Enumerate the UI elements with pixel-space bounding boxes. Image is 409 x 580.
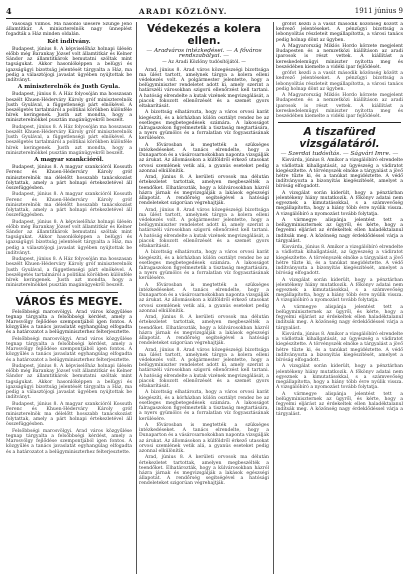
article-text: A bizottság elhatározta, hogy a város orvosi karát kiegészíti, és a kórházban külön osztályt rendez be az esetleges megbetegedések számára. A lakosságot falragaszokon figyelmeztetik a tisztaság megtartására, a nyers gyümölcs és a forralatlan víz fogyasztásának kerülésére.	[139, 110, 269, 142]
column-3	[276, 22, 403, 576]
article-text: Arad, június 8. Arad város közegészségi bizottsága ma ülést tartott, amelynek tárgya a kolera elleni védekezés volt. A polgármester jelentette, hogy a belügyminiszter rendeletet adott ki, amely szerint a határszéli városokban szigorú ellenőrzést kell tartani. A hatóság elrendelte a kutak vizének megvizsgálását, a piacok fokozott ellenőrzését és a szemét gyors eltakarítását.	[139, 207, 269, 250]
separator	[20, 292, 118, 293]
article-text: grófot kezdi a a vasút második közönség között a kedvező jelentéseket. A pénzügyi bizottság a lebonyolítás részleteit megállapította, a városi tanács pedig holnap dönt az ügyben.	[276, 22, 403, 43]
column-2	[139, 22, 269, 576]
article-text: Arad, június 8. A kerületi orvosok ma délután értekezletet tartottak, amelyen megbeszélték a teendőket. Elhatározták, hogy a külvárosokban házról házra járnak és megvizsgálják a lakások egészségi állapotát. A rendőrség segítségével a hatósági rendeleteket szigorúan végrehajtják.	[139, 175, 269, 207]
article-text: A vármegye alispánja jelentést tett a belügyminiszternek az ügyről, és kérte, hogy a fegyelmi eljárást az érdekeltek ellen haladéktalanul indítsák meg. A közönség nagy érdeklődéssel várja a tárgyalást.	[276, 304, 403, 331]
article-subheading: — Szerdai tudósítás. — Ságvári Imre. —	[280, 151, 399, 158]
article-text: A fővárosban is megtették a szükséges intézkedéseket. A tanács elrendelte, hogy a Dunaparton és a vásárcsarnokokban naponta vizsgálják az árukat. Az állomásokon a külföldről érkező utasokat orvosi szemlének vetik alá, a gyanús eseteket pedig azonnal elkülönítik.	[139, 142, 269, 174]
article-byline: — Az Aradi Közlöny tudósítójától. —	[162, 60, 246, 66]
article-text: Budapest, június 8. A magyar szankcióról Kossuth Ferenc és Khuen-Héderváry Károly gróf miniszterelnök ma délelőtt hosszabb tanácskozást folytattak, amely a párt holnapi értekezletével áll összefüggésben.	[6, 165, 132, 192]
page-header	[6, 4, 403, 19]
article-text: Budapest, június 8. A Ház folyosóján ma hosszasan beszélt Khuen-Héderváry Károly gróf miniszterelnök Justh Gyulával, a függetlenségi párt elnökével. A beszélgetés tartalmáról a politikai körökben különféle hírek keringenek. Justh azt mondta, hogy a miniszterelnökkel pusztán magánügyekről beszélt.	[6, 124, 132, 156]
article-text: A Magyarország Miklós Hordo körzete megjelent Budapesten és a nemzetközi kiállításon az aradi iparosok is részt vettek. A kiállítást a kereskedelemügyi miniszter nyitotta meg és beszédében kiemelte a vidéki ipar fejlődését.	[276, 93, 403, 120]
article-text: A vármegye alispánja jelentést tett a belügyminiszternek az ügyről, és kérte, hogy a fegyelmi eljárást az érdekeltek ellen haladéktalanul indítsák meg. A közönség nagy érdeklődéssel várja a tárgyalást.	[276, 391, 403, 418]
separator	[278, 122, 401, 123]
section-heading: Két indítvány.	[47, 38, 91, 45]
article-text: A fővárosban is megtették a szükséges intézkedéseket. A tanács elrendelte, hogy a Dunaparton és a vásárcsarnokokban naponta vizsgálják az árukat. Az állomásokon a külföldről érkező utasokat orvosi szemlének vetik alá, a gyanús eseteket pedig azonnal elkülönítik.	[139, 422, 269, 454]
column-divider	[273, 22, 274, 574]
article-text: A vizsgálat során kiderült, hogy a pénztárban jelentékeny hiány mutatkozik. A főkönyv adatai nem egyeznek a kimutatásokkal, s a számvevőség megállapította, hogy a hiány több évre nyúlik vissza. A vizsgálóbíró a nyomozást tovább folytatja.	[276, 364, 403, 391]
section-heading: A miniszterelnök és Justh Gyula.	[17, 84, 121, 91]
article-text: A bizottság elhatározta, hogy a város orvosi karát kiegészíti, és a kórházban külön osztályt rendez be az esetleges megbetegedések számára. A lakosságot falragaszokon figyelmeztetik a tisztaság megtartására, a nyers gyümölcs és a forralatlan víz fogyasztásának kerülésére.	[139, 390, 269, 422]
article-text: Budapest, június 8. A magyar szankcióról Kossuth Ferenc és Khuen-Héderváry Károly gróf miniszterelnök ma délelőtt hosszabb tanácskozást folytattak, amely a párt holnapi értekezletével áll összefüggésben.	[6, 401, 132, 428]
article-text: Budapest, június 8. A Ház folyosóján ma hosszasan beszélt Khuen-Héderváry Károly gróf miniszterelnök Justh Gyulával, a függetlenségi párt elnökével. A beszélgetés tartalmáról a politikai körökben különféle hírek keringenek. Justh azt mondta, hogy a miniszterelnökkel pusztán magánügyekről beszélt.	[6, 257, 132, 289]
article-text: Kisvárda, június 8. Amikor a vizsgálóbíró elrendelte a vádlottak kihallgatását, az ügyészség a vádiratot kiegészítette. A törvényszék elnöke a tárgyalást a jövő hétre tűzte ki, és a tanúkat megidéztette. A védő indítványozta a bizonyítás kiegészítését, amelyet a bíróság elfogadott.	[276, 158, 403, 190]
article-text: Felsőbbségi marosvölgyi. Arad város közgyűlése tegnap tárgyalta a felsőbbségi kérdést, amely a Marosvölgy fejlődése szempontjából igen fontos. A közgyűlés a tanács javaslatát egyhangúlag elfogadta és a határozatot a belügyminiszterhez felterjesztette.	[6, 336, 132, 363]
section-heading: A magyar szankcióról.	[34, 157, 104, 164]
article-text: Arad, június 8. Arad város közegészségi bizottsága ma ülést tartott, amelynek tárgya a kolera elleni védekezés volt. A polgármester jelentette, hogy a belügyminiszter rendeletet adott ki, amely szerint a határszéli városokban szigorú ellenőrzést kell tartani. A hatóság elrendelte a kutak vizének megvizsgálását, a piacok fokozott ellenőrzését és a szemét gyors eltakarítását.	[139, 67, 269, 110]
issue-date: 1911 június 9	[354, 7, 403, 15]
article-text: Felsőbbségi marosvölgyi. Arad város közgyűlése tegnap tárgyalta a felsőbbségi kérdést, amely a Marosvölgy fejlődése szempontjából igen fontos. A közgyűlés a tanács javaslatát egyhangúlag elfogadta és a határozatot a belügyminiszterhez felterjesztette.	[6, 309, 132, 336]
article-text: A vármegye alispánja jelentést tett a belügyminiszternek az ügyről, és kérte, hogy a fegyelmi eljárást az érdekeltek ellen haladéktalanul indítsák meg. A közönség nagy érdeklődéssel várja a tárgyalást.	[276, 218, 403, 244]
article-text: Budapest, június 8. A Ház folyosóján ma hosszasan beszélt Khuen-Héderváry Károly gróf miniszterelnök Justh Gyulával, a függetlenségi párt elnökével. A beszélgetés tartalmáról a politikai körökben különféle hírek keringenek. Justh azt mondta, hogy a miniszterelnökkel pusztán magánügyekről beszélt.	[6, 92, 132, 124]
article-text: Vásosagi Vilmos. Ma hasonló ülésére Szüngé Jenő államtitkár. A miniszterelnök nagy ünneplést fogadták a Ház minden oldalán.	[6, 22, 132, 38]
article-text: Arad, június 8. A kerületi orvosok ma délután értekezletet tartottak, amelyen megbeszélték a teendőket. Elhatározták, hogy a külvárosokban házról házra járnak és megvizsgálják a lakások egészségi állapotát. A rendőrség segítségével a hatósági rendeleteket szigorúan végrehajtják.	[139, 455, 269, 487]
masthead: ARADI KÖZLÖNY.	[138, 6, 228, 16]
article-text: Felsőbbségi marosvölgyi. Arad város közgyűlése tegnap tárgyalta a felsőbbségi kérdést, amely a Marosvölgy fejlődése szempontjából igen fontos. A közgyűlés a tanács javaslatát egyhangúlag elfogadta és a határozatot a belügyminiszterhez felterjesztette.	[6, 428, 132, 455]
article-subheading: — Aradváros intézkedései. — A főváros rendszabályai. —	[146, 48, 262, 60]
page-number: 4	[6, 6, 12, 16]
article-text: A bizottság elhatározta, hogy a város orvosi karát kiegészíti, és a kórházban külön osztályt rendez be az esetleges megbetegedések számára. A lakosságot falragaszokon figyelmeztetik a tisztaság megtartására, a nyers gyümölcs és a forralatlan víz fogyasztásának kerülésére.	[139, 250, 269, 282]
article-text: Kisvárda, június 8. Amikor a vizsgálóbíró elrendelte a vádlottak kihallgatását, az ügyészség a vádiratot kiegészítette. A törvényszék elnöke a tárgyalást a jövő hétre tűzte ki, és a tanúkat megidéztette. A védő indítványozta a bizonyítás kiegészítését, amelyet a bíróság elfogadott.	[276, 245, 403, 277]
article-text: Kisvárda, június 8. Amikor a vizsgálóbíró elrendelte a vádlottak kihallgatását, az ügyészség a vádiratot kiegészítette. A törvényszék elnöke a tárgyalást a jövő hétre tűzte ki, és a tanúkat megidéztette. A védő indítványozta a bizonyítás kiegészítését, amelyet a bíróság elfogadott.	[276, 332, 403, 364]
column-1	[6, 22, 132, 576]
article-text: Budapest, június 8. A képviselőház holnapi ülésén előbb még Barankay József volt államtitkár és Kelner Sándor az államtitkárok bemutatni szóltak mint tagságukat. Akkor hasonlóképpen a belügyi és igazságügyi bizottság jelentését tárgyalta a Ház, ma pedig a választójogi javaslat ügyében nyújtottak be indítványt.	[6, 219, 132, 256]
article-text: Budapest, június 8. A képviselőház holnapi ülésén előbb még Barankay József volt államtitkár és Kelner Sándor az államtitkárok bemutatni szóltak mint tagságukat. Akkor hasonlóképpen a belügyi és igazságügyi bizottság jelentését tárgyalta a Ház, ma pedig a választójogi javaslat ügyében nyújtottak be indítványt.	[6, 363, 132, 401]
article-text: grófot kezdi a a vasút második közönség között a kedvező jelentéseket. A pénzügyi bizottság a lebonyolítás részleteit megállapította, a városi tanács pedig holnap dönt az ügyben.	[276, 71, 403, 92]
article-text: Arad, június 8. Arad város közegészségi bizottsága ma ülést tartott, amelynek tárgya a kolera elleni védekezés volt. A polgármester jelentette, hogy a belügyminiszter rendeletet adott ki, amely szerint a határszéli városokban szigorú ellenőrzést kell tartani. A hatóság elrendelte a kutak vizének megvizsgálását, a piacok fokozott ellenőrzését és a szemét gyors eltakarítását.	[139, 347, 269, 390]
section-title: VÁROS ÉS MEGYE.	[15, 295, 123, 308]
article-text: Budapest, június 8. A képviselőház holnapi ülésén előbb még Barankay József volt államtitkár és Kelner Sándor az államtitkárok bemutatni szóltak mint tagságukat. Akkor hasonlóképpen a belügyi és igazságügyi bizottság jelentését tárgyalta a Ház, ma pedig a választójogi javaslat ügyében nyújtottak be indítványt.	[6, 46, 132, 84]
article-headline: A tiszafüred vizsgálatáról.	[299, 126, 380, 151]
article-text: A vizsgálat során kiderült, hogy a pénztárban jelentékeny hiány mutatkozik. A főkönyv adatai nem egyeznek a kimutatásokkal, s a számvevőség megállapította, hogy a hiány több évre nyúlik vissza. A vizsgálóbíró a nyomozást tovább folytatja.	[276, 190, 403, 217]
column-divider	[136, 22, 137, 574]
article-text: Budapest, június 8. A magyar szankcióról Kossuth Ferenc és Khuen-Héderváry Károly gróf miniszterelnök ma délelőtt hosszabb tanácskozást folytattak, amely a párt holnapi értekezletével áll összefüggésben.	[6, 192, 132, 219]
article-text: A fővárosban is megtették a szükséges intézkedéseket. A tanács elrendelte, hogy a Dunaparton és a vásárcsarnokokban naponta vizsgálják az árukat. Az állomásokon a külföldről érkező utasokat orvosi szemlének vetik alá, a gyanús eseteket pedig azonnal elkülönítik.	[139, 282, 269, 314]
article-text: A Magyarország Miklós Hordo körzete megjelent Budapesten és a nemzetközi kiállításon az aradi iparosok is részt vettek. A kiállítást a kereskedelemügyi miniszter nyitotta meg és beszédében kiemelte a vidéki ipar fejlődését.	[276, 44, 403, 70]
article-text: Arad, június 8. A kerületi orvosok ma délután értekezletet tartottak, amelyen megbeszélték a teendőket. Elhatározták, hogy a külvárosokban házról házra járnak és megvizsgálják a lakások egészségi állapotát. A rendőrség segítségével a hatósági rendeleteket szigorúan végrehajtják.	[139, 315, 269, 347]
article-headline: Védekezés a kolera ellen.	[147, 23, 261, 47]
article-text: A vizsgálat során kiderült, hogy a pénztárban jelentékeny hiány mutatkozik. A főkönyv adatai nem egyeznek a kimutatásokkal, s a számvevőség megállapította, hogy a hiány több évre nyúlik vissza. A vizsgálóbíró a nyomozást tovább folytatja.	[276, 277, 403, 304]
